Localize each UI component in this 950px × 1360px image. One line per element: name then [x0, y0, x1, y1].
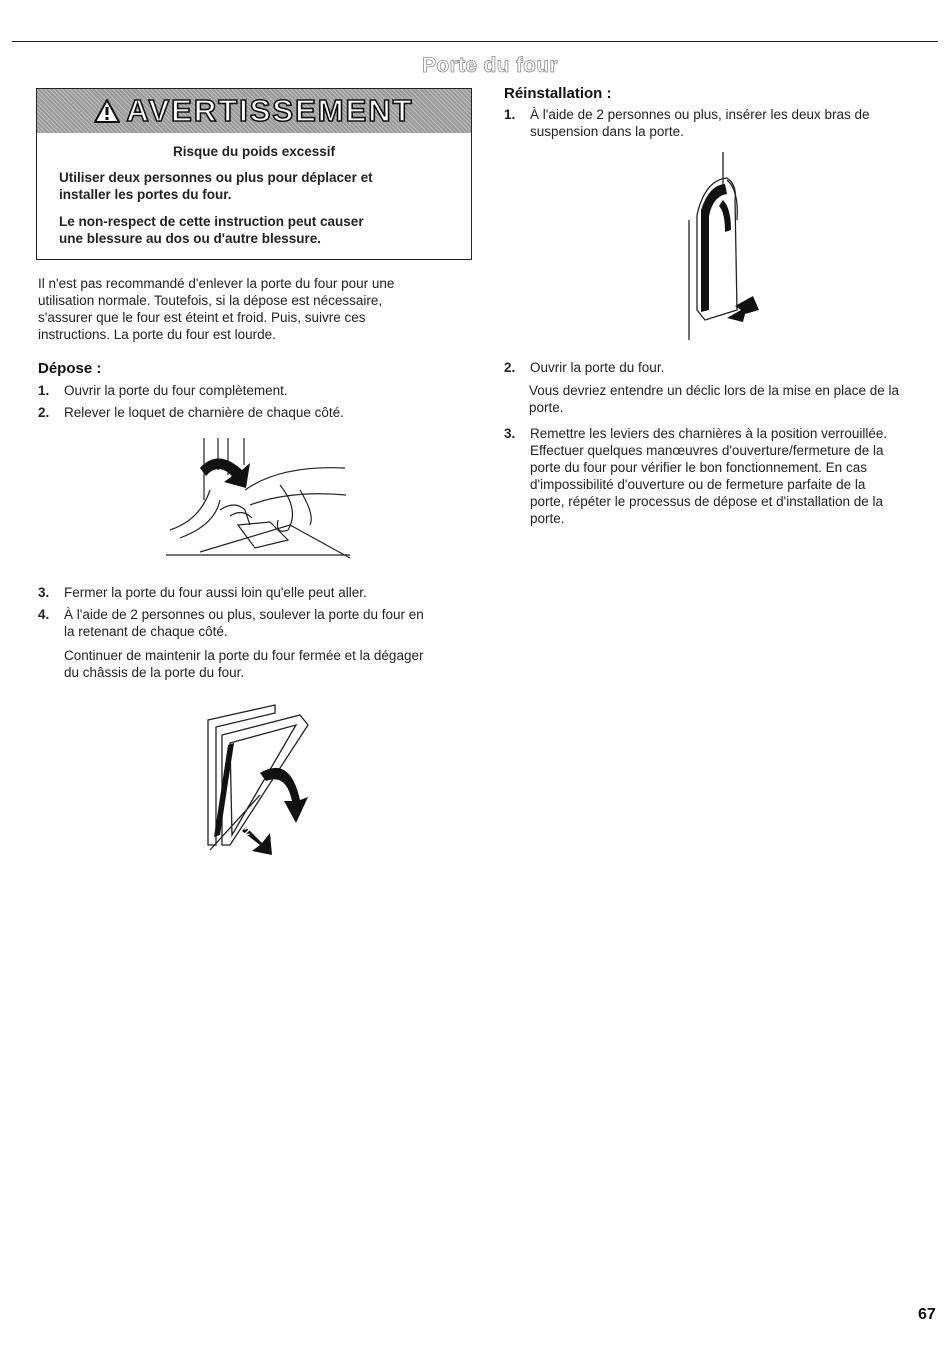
- step-number: 3.: [38, 585, 50, 600]
- step-number: 3.: [504, 426, 516, 441]
- warning-triangle-icon: [94, 99, 120, 123]
- depose-step-4-note: du châssis de la porte du four.: [64, 665, 245, 680]
- top-rule: [12, 41, 938, 42]
- curved-arrow-icon: [260, 768, 308, 823]
- depose-step-4: [38, 606, 478, 640]
- page-number: 67: [918, 1306, 936, 1323]
- step-text: Fermer la porte du four aussi loin qu'elle peut aller.: [64, 585, 367, 600]
- step-text: d'impossibilité d'ouverture ou de fermeture parfaite de la: [530, 477, 866, 492]
- page-title: Porte du four: [422, 54, 558, 77]
- reinstallation-step-3: [504, 425, 934, 529]
- step-text: la retenant de chaque côté.: [64, 624, 228, 639]
- step-text: Ouvrir la porte du four complètement.: [64, 383, 288, 398]
- step-text: Ouvrir la porte du four.: [530, 360, 665, 375]
- warning-header-text: AVERTISSEMENT: [126, 93, 414, 128]
- step-text: À l'aide de 2 personnes ou plus, insérer les deux bras de: [530, 107, 870, 122]
- step-text: Effectuer quelques manœuvres d'ouverture/fermeture de la: [530, 443, 884, 458]
- reinstallation-step-2-note: porte.: [529, 400, 564, 415]
- step-text: porte, répéter le processus de dépose et d'installation de la: [530, 494, 884, 509]
- warning-line: installer les portes du four.: [59, 187, 232, 202]
- warning-line: Utiliser deux personnes ou plus pour déplacer et: [59, 170, 373, 185]
- step-indicator: 2: [244, 826, 251, 838]
- step-text: porte du four pour vérifier le bon fonctionnement. En cas: [530, 460, 867, 475]
- depose-heading: Dépose :: [38, 360, 102, 377]
- reinstallation-step-1: [504, 106, 924, 140]
- reinstallation-step-2-note: Vous devriez entendre un déclic lors de la mise en place de la: [529, 383, 899, 398]
- reinstallation-heading: Réinstallation :: [504, 85, 612, 102]
- intro-line: Il n'est pas recommandé d'enlever la porte du four pour une: [38, 276, 395, 291]
- arrow-icon: [727, 296, 759, 322]
- step-text: Remettre les leviers des charnières à la position verrouillée.: [530, 426, 888, 441]
- warning-header: [37, 89, 471, 133]
- step-text: À l'aide de 2 personnes ou plus, soulever la porte du four en: [64, 607, 424, 622]
- warning-line: une blessure au dos ou d'autre blessure.: [59, 231, 322, 246]
- door-lift-illustration: [200, 695, 320, 860]
- step-text: Relever le loquet de charnière de chaque côté.: [64, 405, 344, 420]
- step-text: porte.: [530, 511, 565, 526]
- curved-arrow-icon: [200, 458, 250, 488]
- intro-line: instructions. La porte du four est lourde.: [38, 327, 276, 342]
- step-number: 2.: [38, 405, 50, 420]
- warning-box: [36, 88, 472, 260]
- warning-line: Le non-respect de cette instruction peut causer: [59, 214, 364, 229]
- hinge-latch-illustration: [160, 430, 360, 565]
- depose-step-4-note: Continuer de maintenir la porte du four fermée et la dégager: [64, 648, 424, 663]
- warning-subtitle: Risque du poids excessif: [172, 144, 336, 159]
- door-insert-illustration: [675, 150, 765, 345]
- step-number: 1.: [38, 383, 50, 398]
- intro-line: utilisation normale. Toutefois, si la dépose est nécessaire,: [38, 293, 383, 308]
- intro-line: s'assurer que le four est éteint et froid. Puis, suivre ces: [38, 310, 366, 325]
- step-number: 4.: [38, 607, 50, 622]
- step-number: 2.: [504, 360, 516, 375]
- step-text: suspension dans la porte.: [530, 124, 684, 139]
- step-number: 1.: [504, 107, 516, 122]
